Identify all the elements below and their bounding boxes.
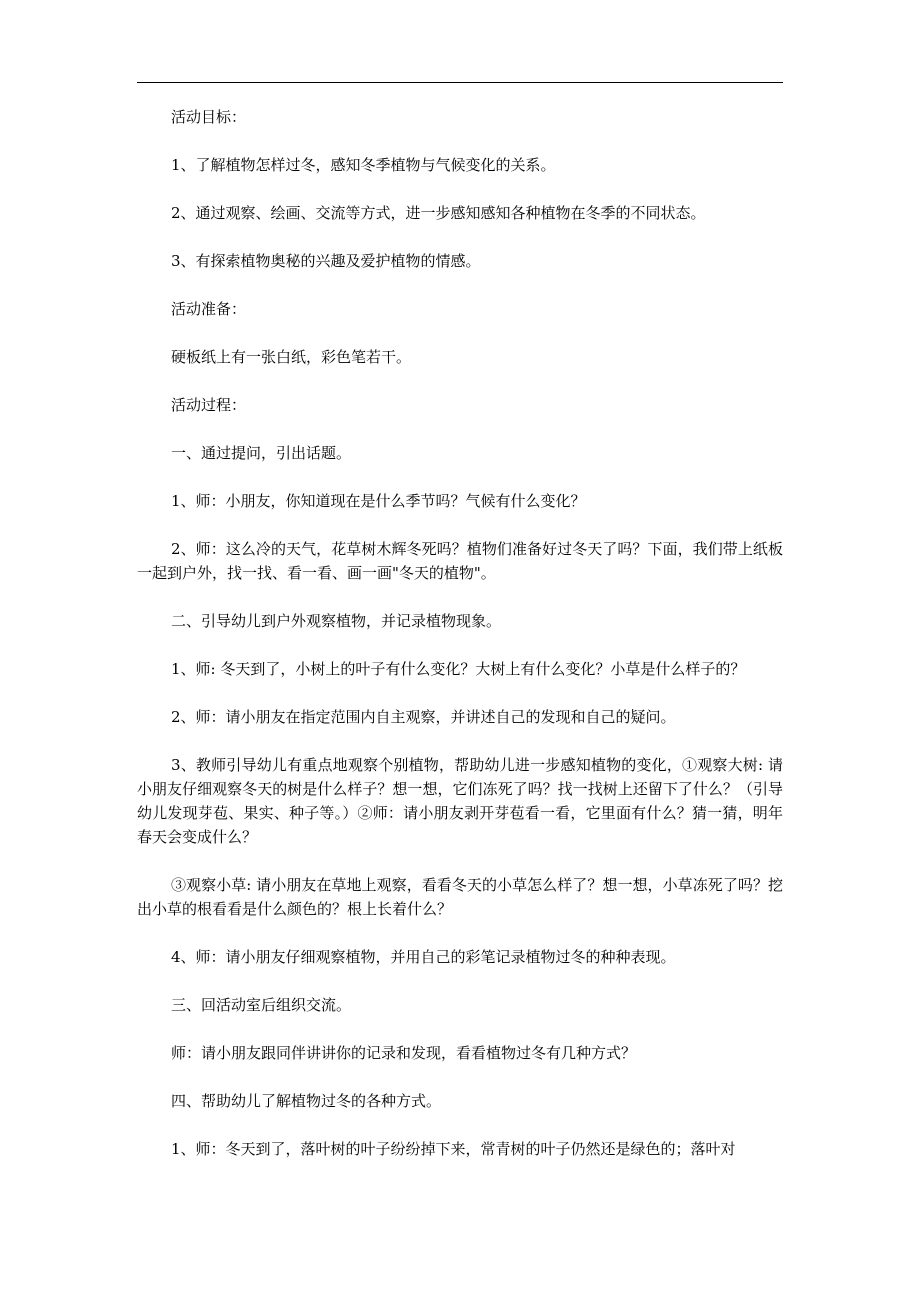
process-step-2-item-1: 1、师: 冬天到了，小树上的叶子有什么变化？大树上有什么变化？小草是什么样子的？: [171, 660, 746, 678]
process-step-2-item-2: 2、师：请小朋友在指定范围内自主观察，并讲述自己的发现和自己的疑问。: [171, 708, 676, 726]
goal-item-1: 1、了解植物怎样过冬，感知冬季植物与气候变化的关系。: [171, 156, 556, 174]
section-heading-process: 活动过程：: [171, 396, 247, 414]
preparation-text: 硬板纸上有一张白纸，彩色笔若干。: [171, 348, 412, 366]
process-step-4-heading: 四、帮助幼儿了解植物过冬的各种方式。: [171, 1092, 442, 1110]
goal-item-2: 2、通过观察、绘画、交流等方式，进一步感知感知各种植物在冬季的不同状态。: [171, 204, 706, 222]
header-rule: [137, 82, 783, 83]
process-step-3-heading: 三、回活动室后组织交流。: [171, 996, 352, 1014]
section-heading-goals: 活动目标：: [171, 108, 247, 126]
document-body: [137, 105, 783, 1185]
process-step-1-heading: 一、通过提问，引出话题。: [171, 444, 352, 462]
process-step-1-item-1: 1、师：小朋友，你知道现在是什么季节吗？气候有什么变化？: [171, 492, 586, 510]
process-step-4-item-1: 1、师：冬天到了，落叶树的叶子纷纷掉下来，常青树的叶子仍然还是绿色的；落叶对: [171, 1140, 736, 1158]
process-step-1-item-2: 2、师：这么冷的天气，花草树木辉冬死吗？植物们准备好过冬天了吗？下面，我们带上纸板一起到户外，找一找、看一看、画一画"冬天的植物"。: [137, 540, 783, 582]
process-step-3-text: 师：请小朋友跟同伴讲讲你的记录和发现，看看植物过冬有几种方式？: [171, 1044, 637, 1062]
process-step-2-item-3: 3、教师引导幼儿有重点地观察个别植物，帮助幼儿进一步感知植物的变化，①观察大树: 请小朋友仔细观察冬天的树是什么样子？想一想，它们冻死了吗？找一找树上还留下了什么？（引导幼儿发现芽苞、果实、种子等。）②师：请小朋友剥开芽苞看一看，它里面有什么？猜一猜，明年春天会变成什么？: [137, 756, 783, 846]
process-step-2-heading: 二、引导幼儿到户外观察植物，并记录植物现象。: [171, 612, 502, 630]
process-step-2-item-4: 4、师：请小朋友仔细观察植物，并用自己的彩笔记录植物过冬的种种表现。: [171, 948, 676, 966]
goal-item-3: 3、有探索植物奥秘的兴趣及爱护植物的情感。: [171, 252, 481, 270]
section-heading-preparation: 活动准备：: [171, 300, 247, 318]
process-step-2-item-3-cont: ③观察小草: 请小朋友在草地上观察，看看冬天的小草怎么样了？想一想，小草冻死了吗？挖出小草的根看看是什么颜色的？根上长着什么？: [137, 876, 783, 918]
